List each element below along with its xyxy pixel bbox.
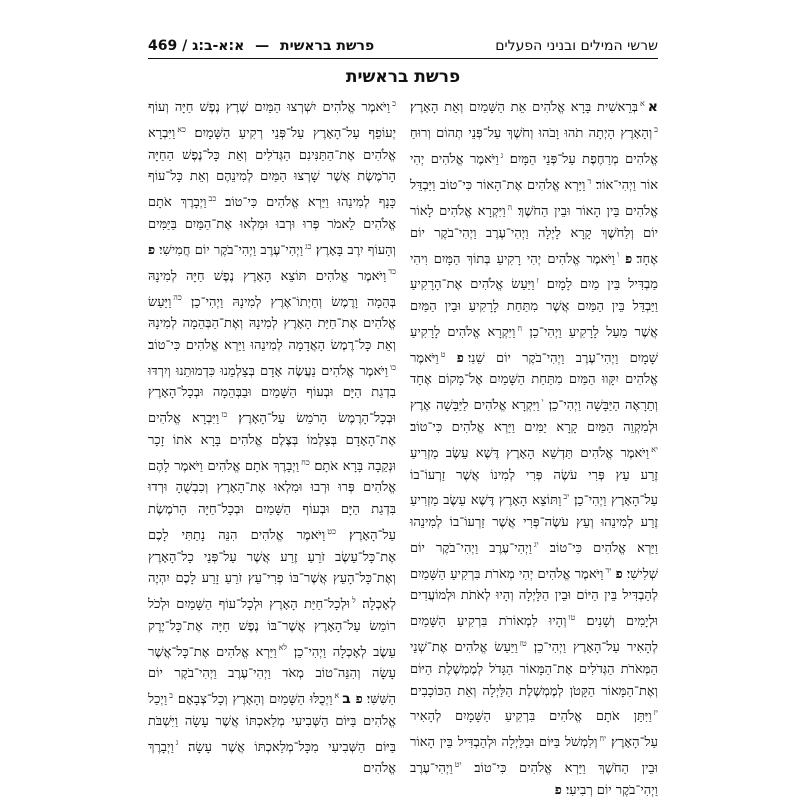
verse-number: כד xyxy=(388,267,396,277)
verse-number: טו xyxy=(568,613,576,623)
verse-number: כו xyxy=(390,362,396,372)
verse-number: כז xyxy=(221,410,228,420)
book-page xyxy=(148,32,659,798)
verse-number: י xyxy=(541,397,544,407)
verse-text: וַיֹּאמֶר אֱלֹהִים תּוֹצֵא הָאָרֶץ נֶפֶשׁ חַיָּה לְמִינָהּ בְּהֵמָה וָרֶמֶשׂ וְחַיְתוֹ־אֶרֶץ לְמִינָהּ וַיְהִי־כֵן׃ xyxy=(148,268,396,310)
verse xyxy=(148,269,396,310)
verse-text: בְּרֵאשִׁית בָּרָא אֱלֹהִים אֵת הַשָּׁמַיִם וְאֵת הָאָרֶץ׃ xyxy=(410,100,638,116)
verse-text: וַיְכֻלּוּ הַשָּׁמַיִם וְהָאָרֶץ וְכָל־צְבָאָם׃ xyxy=(177,692,333,708)
page-locator xyxy=(148,38,374,54)
verse-number: ה xyxy=(507,202,513,212)
section-title: פרשת בראשית xyxy=(345,67,461,87)
running-head xyxy=(148,32,658,59)
verse-number: ח xyxy=(517,323,523,333)
verse-text: וַיְבָרֶךְ אֱלֹהִים xyxy=(148,739,396,777)
chapter-number: א xyxy=(647,99,658,116)
verse-number: כח xyxy=(301,457,310,467)
right-column xyxy=(410,93,658,801)
verse-text: וַיֹּאמֶר אֱלֹהִים תַּדְשֵׁא הָאָרֶץ דֶּשֶׁא עֵשֶׂב מַזְרִיעַ זֶרַע עֵץ פְּרִי עֹשֶׂה פְּרִי לְמִינוֹ אֲשֶׁר זַרְעוֹ־בוֹ עַל־הָאָרֶץ וַיְהִי־כֵן׃ xyxy=(410,445,658,509)
text-columns xyxy=(148,93,658,801)
verse-text: וַיְהִי־עֶרֶב וַיְהִי־בֹקֶר יוֹם שְׁלִישִׁי׃ xyxy=(410,540,658,582)
verse-text: וּלְכָל־חַיַּת הָאָרֶץ וּלְכָל־עוֹף הַשָּׁמַיִם וּלְכֹל רוֹמֵשׂ עַל־הָאָרֶץ אֲשֶׁר־בּוֹ נֶפֶשׁ חַיָּה אֶת־כָּל־יֶרֶק עֵשֶׂב לְאָכְלָה וַיְהִי־כֵן׃ xyxy=(148,597,396,660)
verse-paragraph xyxy=(148,93,396,780)
verse-text: וַיִּבְרָא אֱלֹהִים אֶת־הָאָדָם בְּצַלְמוֹ בְּצֶלֶם אֱלֹהִים בָּרָא אֹתוֹ זָכָר וּנְקֵבָה בָּרָא אֹתָם׃ xyxy=(148,411,396,474)
verse-text: וַיְכַל אֱלֹהִים בַּיּוֹם הַשְּׁבִיעִי מְלַאכְתּוֹ אֲשֶׁר עָשָׂה וַיִּשְׁבֹּת בַּיּוֹם הַשְּׁבִיעִי מִכָּל־מְלַאכְתּוֹ אֲשֶׁר עָשָׂה׃ xyxy=(148,692,396,755)
verse-text: וַיֹּאמֶר אֱלֹהִים יִקָּווּ הַמַּיִם מִתַּחַת הַשָּׁמַיִם אֶל־מָקוֹם אֶחָד וְתֵרָאֶה הַיַּבָּשָׁה וַיְהִי־כֵן׃ xyxy=(410,350,658,414)
verse-number: כא xyxy=(177,124,186,134)
left-column xyxy=(148,93,396,801)
verse-number: יט xyxy=(454,759,462,769)
verse xyxy=(148,100,396,141)
verse-number: יא xyxy=(651,444,658,454)
section-break-marker: פ xyxy=(615,566,623,582)
verse-text: וַיֹּאמֶר אֱלֹהִים נַעֲשֶׂה אָדָם בְּצַלְמֵנוּ כִּדְמוּתֵנוּ וְיִרְדּוּ בִדְגַת הַיָּם וּבְעוֹף הַשָּׁמַיִם וּבַבְּהֵמָה וּבְכָל־הָאָרֶץ וּבְכָל־הָרֶמֶשׂ הָרֹמֵשׂ עַל־הָאָרֶץ׃ xyxy=(148,363,396,427)
verse-number: יד xyxy=(605,565,612,575)
verse-number: ט xyxy=(440,349,446,359)
book-title: שרשי המילים ובניני הפעלים xyxy=(495,38,658,54)
verse-number: כ xyxy=(392,99,396,108)
verse-text: וַיַּעַשׂ אֱלֹהִים אֶת־הָרָקִיעַ וַיַּבְדֵּל בֵּין הַמַּיִם אֲשֶׁר מִתַּחַת לָרָקִיעַ וּבֵין הַמַּיִם אֲשֶׁר מֵעַל לָרָקִיעַ וַיְהִי־כֵן׃ xyxy=(410,277,658,340)
verse-number: ג xyxy=(500,150,504,160)
verse-text: וַיְהִי־עֶרֶב וַיְהִי־בֹקֶר יוֹם רְבִיעִי׃ xyxy=(410,761,658,798)
verse-text: וַיְבָרֶךְ אֹתָם אֱלֹהִים לֵאמֹר פְּרוּ וּרְבוּ וּמִלְאוּ אֶת־הַמַּיִם בַּיַּמִּים וְהָעוֹף יִרֶב בָּאָרֶץ׃ xyxy=(148,195,396,258)
separator-dash: — xyxy=(255,38,270,54)
verse-number: יב xyxy=(563,492,570,502)
verse xyxy=(410,100,658,115)
verse-number: כט xyxy=(327,526,336,536)
chapter-number: ב xyxy=(342,691,351,708)
section-break-marker: פ xyxy=(554,782,562,798)
verse xyxy=(148,243,312,258)
verse-text: וַיִּקְרָא אֱלֹהִים לַיַּבָּשָׁה אֶרֶץ וּלְמִקְוֵה הַמַּיִם קָרָא יַמִּים וַיַּרְא אֱלֹהִים כִּי־טוֹב׃ xyxy=(410,398,658,435)
verse-number: כה xyxy=(173,293,182,303)
verse-number: ג xyxy=(175,738,179,748)
verse-text: וַיִּקְרָא אֱלֹהִים לָרָקִיעַ שָׁמָיִם וַיְהִי־עֶרֶב וַיְהִי־בֹקֶר יוֹם שֵׁנִי׃ xyxy=(410,324,658,366)
verse-text: וַתּוֹצֵא הָאָרֶץ דֶּשֶׁא עֵשֶׂב מַזְרִיעַ זֶרַע לְמִינֵהוּ וְעֵץ עֹשֶׂה־פְּרִי אֲשֶׁר זַרְעוֹ־בוֹ לְמִינֵהוּ וַיַּרְא אֱלֹהִים כִּי־טוֹב׃ xyxy=(410,493,658,556)
verse-number: לא xyxy=(278,643,288,653)
verse-text: וַיַּרְא אֱלֹהִים אֶת־כָּל־אֲשֶׁר עָשָׂה וְהִנֵּה־טוֹב מְאֹד וַיְהִי־עֶרֶב וַיְהִי־בֹקֶר יוֹם הַשִּׁשִּׁי׃ xyxy=(148,644,397,708)
verse-number: ו xyxy=(616,250,620,260)
verse-paragraph xyxy=(410,93,658,801)
verse-number: ז xyxy=(536,276,539,286)
verse-text: וְלִמְשֹׁל בַּיּוֹם וּבַלַּיְלָה וּלְהַבְדִּיל בֵּין הָאוֹר וּבֵין הַחֹשֶׁךְ וַיַּרְא אֱלֹהִים כִּי־טוֹב׃ xyxy=(410,735,658,777)
verse-text: וַיִּבְרָא אֱלֹהִים אֶת־הַתַּנִּינִם הַגְּדֹלִים וְאֵת כָּל־נֶפֶשׁ הַחַיָּה הָרֹמֶשֶׂת אֲשֶׁר שָׁרְצוּ הַמַּיִם לְמִינֵהֶם וְאֵת כָּל־עוֹף כָּנָף לְמִינֵהוּ וַיַּרְא אֱלֹהִים כִּי־טוֹב׃ xyxy=(148,126,397,211)
verse-text: וַיַּעַשׂ אֱלֹהִים אֶת־שְׁנֵי הַמְּאֹרֹת הַגְּדֹלִים אֶת־הַמָּאוֹר הַגָּדֹל לְמֶמְשֶׁלֶת הַיּוֹם וְאֶת־הַמָּאוֹר הַקָּטֹן לְמֶמְשֶׁלֶת הַלַּיְלָה וְאֵת הַכּוֹכָבִים׃ xyxy=(410,640,658,699)
verse-number: כג xyxy=(305,241,312,251)
parasha-name: פרשת בראשית xyxy=(280,38,375,54)
verse xyxy=(173,692,351,707)
section-break-marker: פ xyxy=(148,242,156,258)
verse-text: וַיִּקְרָא אֱלֹהִים לָאוֹר יוֹם וְלַחֹשֶׁךְ קָרָא לָיְלָה וַיְהִי־עֶרֶב וַיְהִי־בֹקֶר יוֹם אֶחָד׃ xyxy=(410,204,658,267)
slash-separator: / xyxy=(177,38,188,54)
verse-text: וַיַּרְא אֱלֹהִים אֶת־הָאוֹר כִּי־טוֹב וַיַּבְדֵּל אֱלֹהִים בֵּין הָאוֹר וּבֵין הַחֹשֶׁךְ׃ xyxy=(410,178,659,220)
verse-number: א xyxy=(639,99,645,108)
verse-number: יח xyxy=(599,734,607,744)
section-break-marker: פ xyxy=(456,350,464,366)
section-break-marker: פ xyxy=(625,251,633,267)
verse-number: ד xyxy=(587,176,592,186)
verse-number: ב xyxy=(654,124,658,134)
verse-number: ב xyxy=(169,690,174,700)
verse-text: וַיֹּאמֶר אֱלֹהִים יְהִי אוֹר וַיְהִי־אוֹר׃ xyxy=(410,152,659,194)
verse-number: יג xyxy=(533,539,539,549)
verse-range: א:א-ב:ג xyxy=(192,38,245,54)
verse-text: וַיֹּאמֶר אֱלֹהִים יִשְׁרְצוּ הַמַּיִם שֶׁרֶץ נֶפֶשׁ חַיָּה וְעוֹף יְעוֹפֵף עַל־הָאָרֶץ עַל־פְּנֵי רְקִיעַ הַשָּׁמָיִם׃ xyxy=(148,100,396,142)
verse-text: וְהָאָרֶץ הָיְתָה תֹהוּ וָבֹהוּ וְחֹשֶׁךְ עַל־פְּנֵי תְהוֹם וְרוּחַ אֱלֹהִים מְרַחֶפֶת עַל־פְּנֵי הַמָּיִם׃ xyxy=(410,126,659,168)
verse-text: וַיֹּאמֶר אֱלֹהִים יְהִי מְאֹרֹת בִּרְקִיעַ הַשָּׁמַיִם לְהַבְדִּיל בֵּין הַיּוֹם וּבֵין הַלָּיְלָה וְהָיוּ לְאֹתֹת וּלְמוֹעֲדִים וּלְיָמִים וְשָׁנִים׃ xyxy=(410,566,658,630)
verse-text: וַיֹּאמֶר אֱלֹהִים הִנֵּה נָתַתִּי לָכֶם אֶת־כָּל־עֵשֶׂב זֹרֵעַ זֶרַע אֲשֶׁר עַל־פְּנֵי כָל־הָאָרֶץ וְאֶת־כָּל־הָעֵץ אֲשֶׁר־בּוֹ פְרִי־עֵץ זֹרֵעַ זָרַע לָכֶם יִהְיֶה לְאָכְלָה׃ xyxy=(148,527,396,613)
page-number: 469 xyxy=(148,38,178,54)
verse-text: וַיֹּאמֶר אֱלֹהִים יְהִי רָקִיעַ בְּתוֹךְ הַמָּיִם וִיהִי מַבְדִּיל בֵּין מַיִם לָמָיִם׃ xyxy=(410,251,658,293)
verse-text: וַיִּתֵּן אֹתָם אֱלֹהִים בִּרְקִיעַ הַשָּׁמָיִם לְהָאִיר עַל־הָאָרֶץ׃ xyxy=(410,709,658,751)
verse-number: א xyxy=(334,690,340,700)
verse-text: וְהָיוּ לִמְאוֹרֹת בִּרְקִיעַ הַשָּׁמַיִם לְהָאִיר עַל־הָאָרֶץ וַיְהִי־כֵן׃ xyxy=(410,614,658,656)
verse-text: וַיְבָרֶךְ אֹתָם אֱלֹהִים וַיֹּאמֶר לָהֶם אֱלֹהִים פְּרוּ וּרְבוּ וּמִלְאוּ אֶת־הָאָרֶץ וְכִבְשֻׁהָ וּרְדוּ בִּדְגַת הַיָּם וּבְעוֹף הַשָּׁמַיִם וּבְכָל־חַיָּה הָרֹמֶשֶׂת עַל־הָאָרֶץ׃ xyxy=(148,458,396,543)
section-break-marker: פ xyxy=(355,692,363,708)
verse-number: כב xyxy=(208,194,217,204)
verse-number: ל xyxy=(352,595,356,605)
verse-text: וַיְהִי־עֶרֶב וַיְהִי־בֹקֶר יוֹם חֲמִישִׁי׃ xyxy=(159,242,304,258)
verse-number: טז xyxy=(519,638,527,648)
verse-text: וַיַּעַשׂ אֱלֹהִים אֶת־חַיַּת הָאָרֶץ לְמִינָהּ וְאֶת־הַבְּהֵמָה לְמִינָהּ וְאֵת כָּל־רֶמֶשׂ הָאֲדָמָה לְמִינֵהוּ וַיַּרְא אֱלֹהִים כִּי־טוֹב׃ xyxy=(148,294,396,353)
verse-number: יז xyxy=(653,708,658,718)
